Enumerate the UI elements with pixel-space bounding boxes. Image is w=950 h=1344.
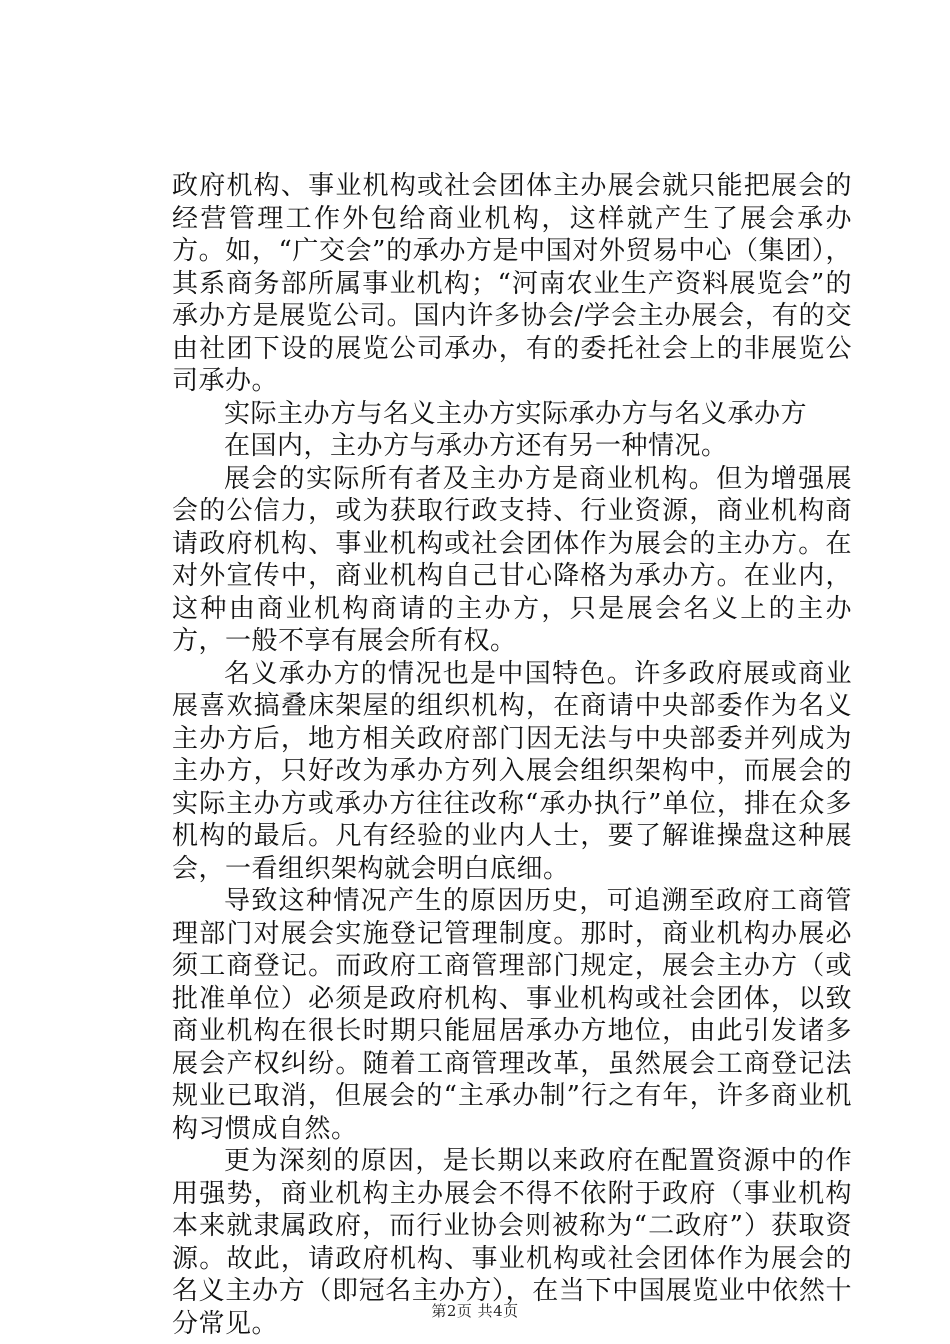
paragraph: 更为深刻的原因，是长期以来政府在配置资源中的作用强势，商业机构主办展会不得不依附于政府（事业机构本来就隶属政府，而行业协会则被称为“二政府”）获取资源。故此，请政府机构、事业机构或社会团体作为展会的名义主办方（即冠名主办方），在当下中国展览业中依然十分常见。 [172,1146,852,1339]
document-body [172,170,852,1340]
paragraph: 名义承办方的情况也是中国特色。许多政府展或商业展喜欢搞叠床架屋的组织机构，在商请中央部委作为名义主办方后，地方相关政府部门因无法与中央部委并列成为主办方，只好改为承办方列入展会组织架构中，而展会的实际主办方或承办方往往改称“承办执行”单位，排在众多机构的最后。凡有经验的业内人士，要了解谁操盘这种展会，一看组织架构就会明白底细。 [172,658,852,884]
paragraph: 展会的实际所有者及主办方是商业机构。但为增强展会的公信力，或为获取行政支持、行业资源，商业机构商请政府机构、事业机构或社会团体作为展会的主办方。在对外宣传中，商业机构自己甘心降格为承办方。在业内，这种由商业机构商请的主办方，只是展会名义上的主办方，一般不享有展会所有权。 [172,463,852,656]
page-number-label: 第2页 共4页 [431,1302,519,1320]
paragraph: 政府机构、事业机构或社会团体主办展会就只能把展会的经营管理工作外包给商业机构，这样就产生了展会承办方。如，“广交会”的承办方是中国对外贸易中心（集团），其系商务部所属事业机构；“河南农业生产资料展览会”的承办方是展览公司。国内许多协会/学会主办展会，有的交由社团下设的展览公司承办，有的委托社会上的非展览公司承办。 [172,171,852,396]
section-heading: 实际主办方与名义主办方实际承办方与名义承办方 [224,398,808,429]
paragraph: 在国内，主办方与承办方还有另一种情况。 [224,431,728,461]
page-footer [0,1300,950,1321]
paragraph: 导致这种情况产生的原因历史，可追溯至政府工商管理部门对展会实施登记管理制度。那时，商业机构办展必须工商登记。而政府工商管理部门规定，展会主办方（或批准单位）必须是政府机构、事业机构或社会团体，以致商业机构在很长时期只能屈居承办方地位，由此引发诸多展会产权纠纷。随着工商管理改革，虽然展会工商登记法规业已取消，但展会的“主承办制”行之有年，许多商业机构习惯成自然。 [172,886,852,1144]
